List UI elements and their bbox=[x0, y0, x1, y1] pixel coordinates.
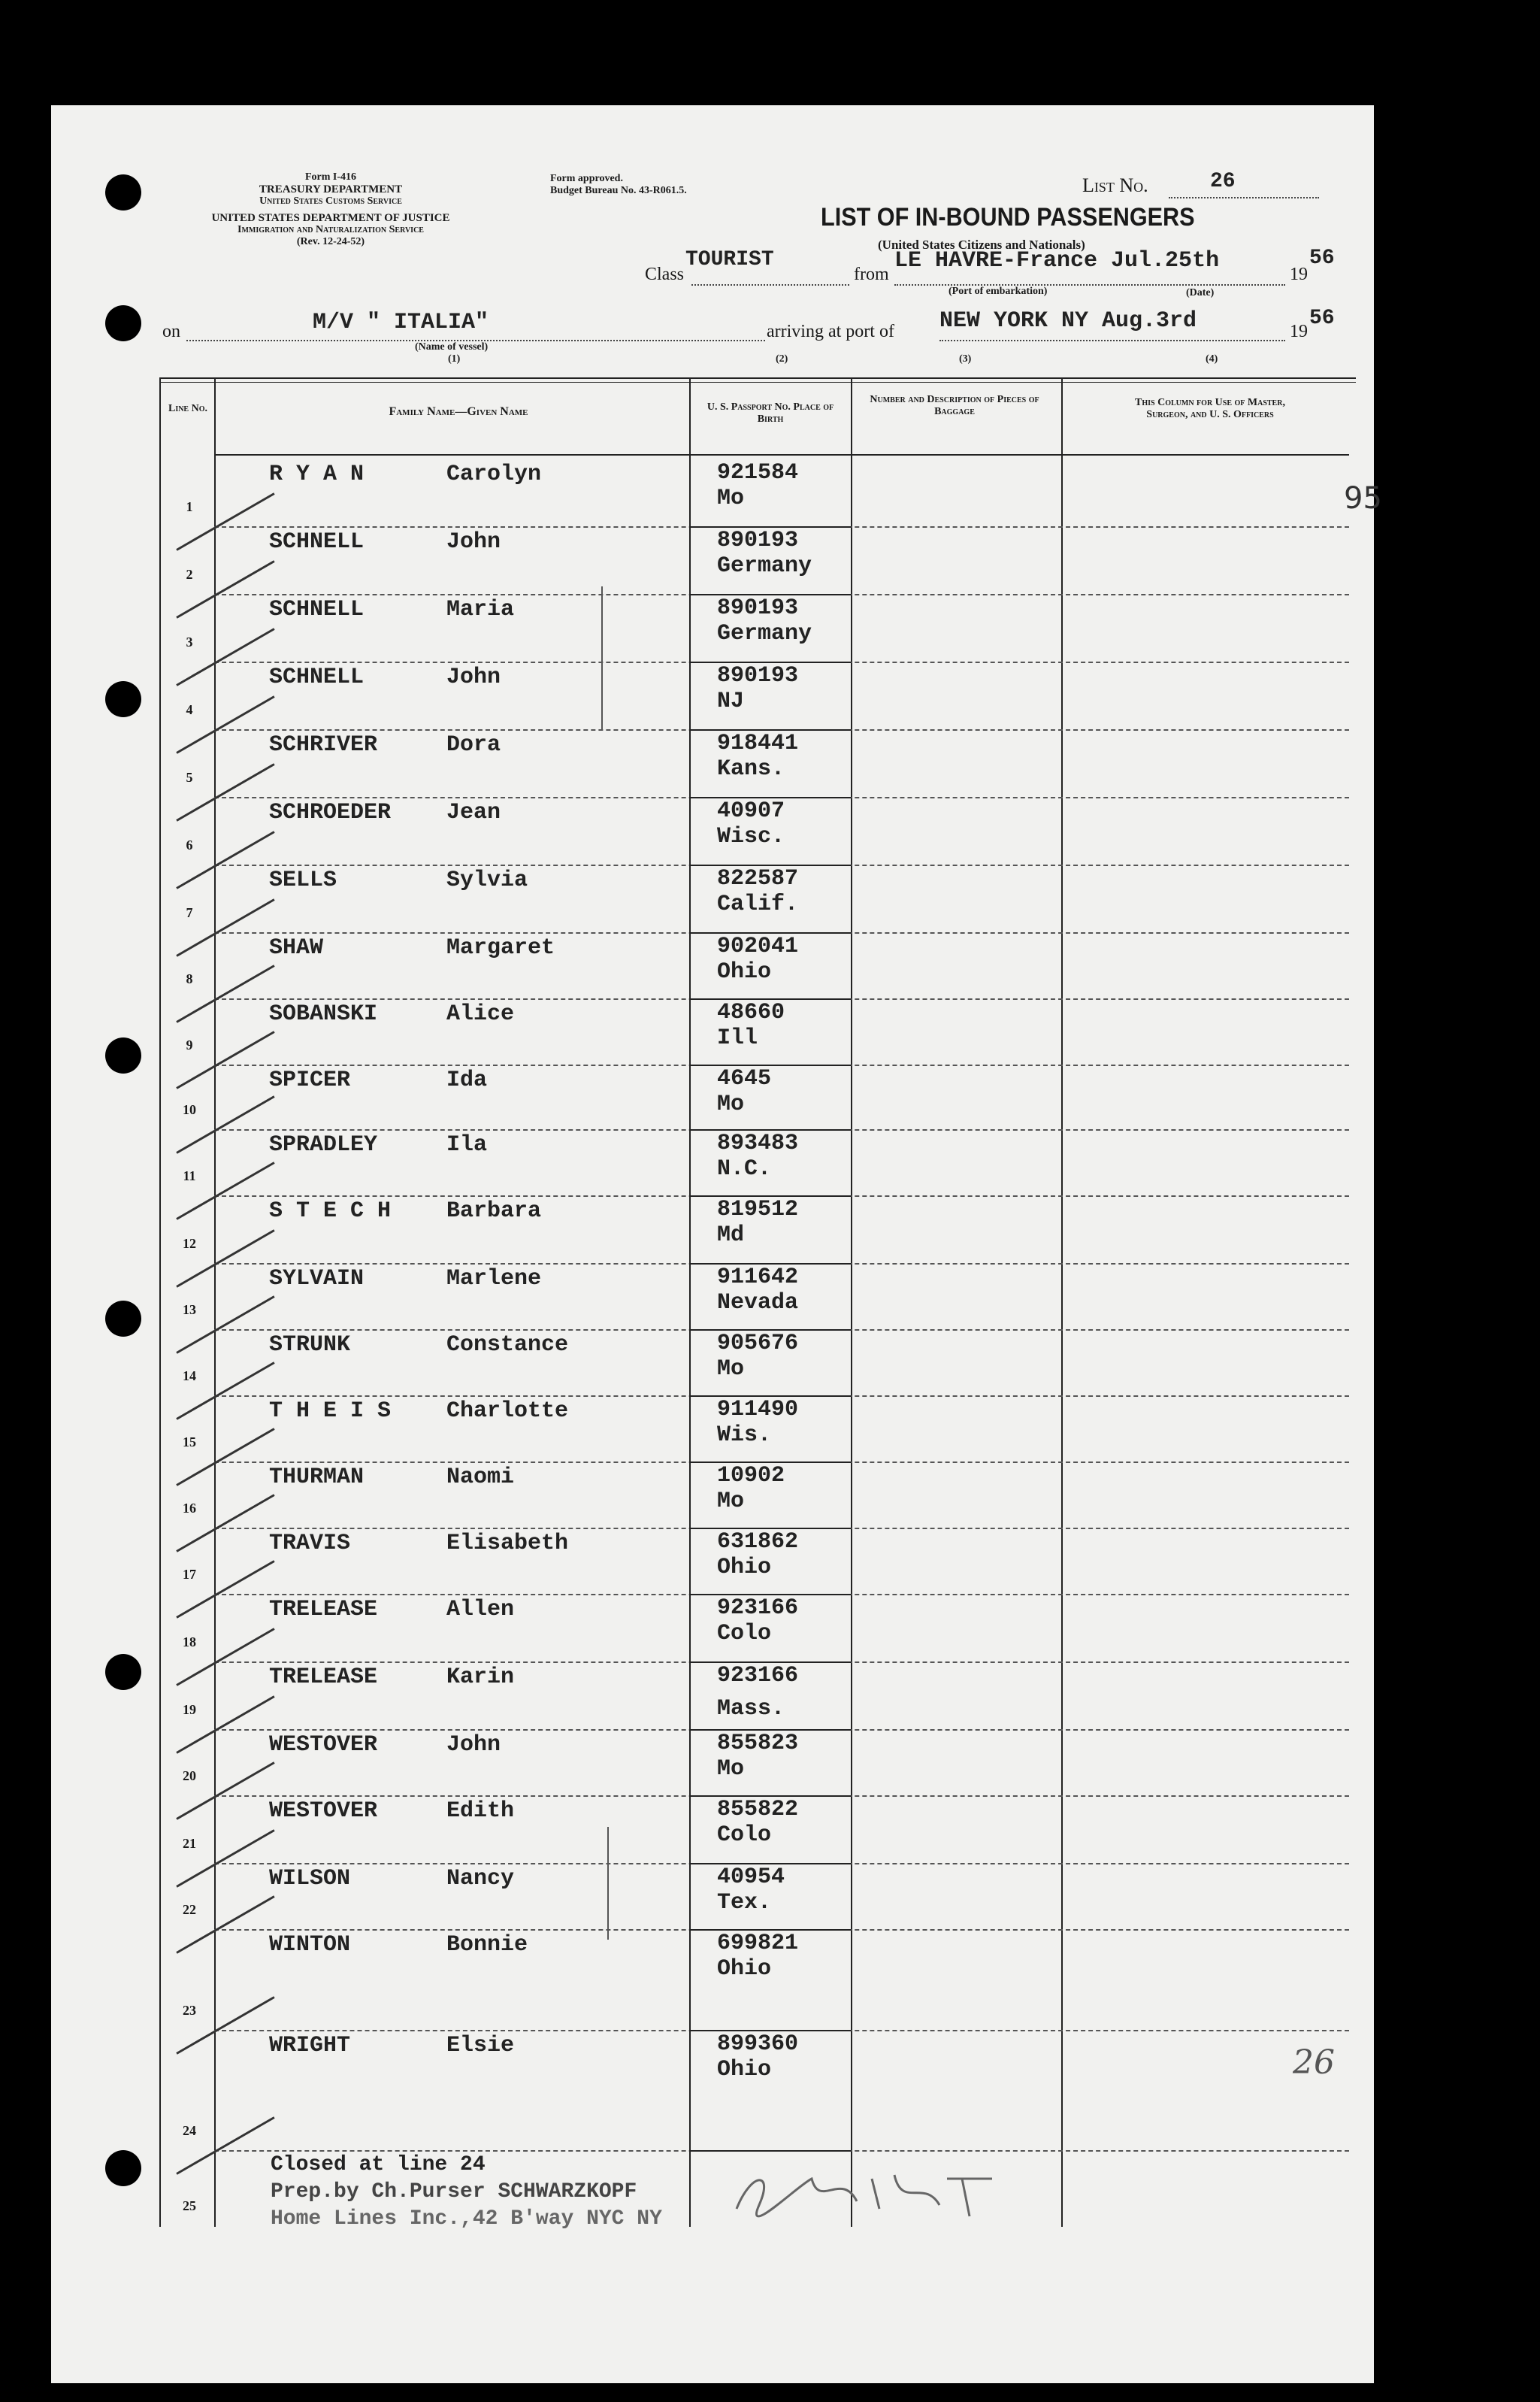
passport-number: 855823 bbox=[717, 1731, 799, 1756]
family-name: TRELEASE bbox=[269, 1664, 378, 1690]
line-number: 10 bbox=[183, 1102, 196, 1117]
given-name: John bbox=[446, 1732, 501, 1758]
col-header-line: Line No. bbox=[168, 403, 207, 414]
table-divider-baggage bbox=[1061, 377, 1063, 2227]
family-name: SCHRIVER bbox=[269, 732, 378, 758]
line-number: 21 bbox=[183, 1836, 196, 1851]
line-number: 4 bbox=[186, 702, 193, 717]
punch-hole bbox=[105, 681, 141, 717]
place-of-birth: Calif. bbox=[717, 892, 799, 917]
table-divider-name bbox=[689, 377, 691, 2227]
given-name: Bonnie bbox=[446, 1932, 528, 1958]
footer-prepared-by: Prep.by Ch.Purser SCHWARZKOPF bbox=[271, 2180, 637, 2204]
date-caption: (Date) bbox=[1186, 287, 1215, 298]
year-value-2: 56 bbox=[1309, 307, 1335, 330]
family-name: SCHNELL bbox=[269, 529, 365, 555]
family-name: WRIGHT bbox=[269, 2033, 351, 2058]
given-name: Naomi bbox=[446, 1465, 515, 1490]
line-number: 9 bbox=[186, 1037, 193, 1053]
family-name: SPICER bbox=[269, 1068, 351, 1093]
given-name: Sylvia bbox=[446, 868, 528, 893]
line-number: 5 bbox=[186, 770, 193, 785]
family-name: T H E I S bbox=[269, 1398, 392, 1424]
place-of-birth: Colo bbox=[717, 1822, 772, 1848]
passport-number: 855822 bbox=[717, 1797, 799, 1822]
given-name: Carolyn bbox=[446, 462, 542, 487]
place-of-birth: Mo bbox=[717, 1356, 745, 1382]
vessel-caption: (Name of vessel) bbox=[415, 341, 489, 353]
pencil-mark bbox=[601, 586, 603, 729]
col-header-officers: This Column for Use of Master, Surgeon, and U. S. Officers bbox=[1135, 397, 1285, 420]
place-of-birth: Mo bbox=[717, 486, 745, 511]
arriving-value: NEW YORK NY Aug.3rd bbox=[939, 308, 1197, 334]
from-value: LE HAVRE-France Jul.25th bbox=[894, 248, 1220, 274]
line-number: 3 bbox=[186, 635, 193, 650]
given-name: Elsie bbox=[446, 2033, 515, 2058]
given-name: Constance bbox=[446, 1332, 569, 1358]
col-num-1: (1) bbox=[448, 353, 461, 365]
punch-hole bbox=[105, 1037, 141, 1074]
place-of-birth: Colo bbox=[717, 1621, 772, 1646]
class-value: TOURIST bbox=[685, 248, 774, 271]
passport-number: 921584 bbox=[717, 460, 799, 486]
family-name: WESTOVER bbox=[269, 1798, 378, 1824]
passport-number: 899360 bbox=[717, 2031, 799, 2057]
family-name: WINTON bbox=[269, 1932, 351, 1958]
family-name: TRELEASE bbox=[269, 1597, 378, 1622]
punch-hole bbox=[105, 2150, 141, 2186]
given-name: Charlotte bbox=[446, 1398, 569, 1424]
family-name: TRAVIS bbox=[269, 1531, 351, 1556]
line-number: 23 bbox=[183, 2003, 196, 2018]
line-number: 6 bbox=[186, 838, 193, 853]
passport-number: 905676 bbox=[717, 1331, 799, 1356]
family-name: SOBANSKI bbox=[269, 1001, 378, 1027]
family-name: SHAW bbox=[269, 935, 324, 961]
place-of-birth: Mo bbox=[717, 1756, 745, 1782]
passport-number: 923166 bbox=[717, 1663, 799, 1689]
footer-company: Home Lines Inc.,42 B'way NYC NY bbox=[271, 2207, 662, 2231]
list-no-label: List No. bbox=[1082, 174, 1148, 196]
arriving-label: arriving at port of bbox=[767, 322, 894, 341]
passport-number: 4645 bbox=[717, 1066, 772, 1092]
passport-number: 890193 bbox=[717, 528, 799, 553]
place-of-birth: Ohio bbox=[717, 959, 772, 985]
table-top-border-inner bbox=[159, 382, 1356, 383]
passport-number: 893483 bbox=[717, 1131, 799, 1156]
given-name: Edith bbox=[446, 1798, 515, 1824]
line-number: 1 bbox=[186, 499, 193, 514]
line-number: 19 bbox=[183, 1702, 196, 1717]
given-name: Dora bbox=[446, 732, 501, 758]
place-of-birth: Mo bbox=[717, 1489, 745, 1514]
place-of-birth: Ohio bbox=[717, 1956, 772, 1982]
passport-number: 699821 bbox=[717, 1931, 799, 1956]
punch-hole bbox=[105, 305, 141, 341]
given-name: Barbara bbox=[446, 1198, 542, 1224]
line-number: 15 bbox=[183, 1434, 196, 1449]
port-caption: (Port of embarkation) bbox=[949, 286, 1048, 297]
passport-number: 890193 bbox=[717, 663, 799, 689]
passport-number: 890193 bbox=[717, 595, 799, 621]
family-name: WESTOVER bbox=[269, 1732, 378, 1758]
col-num-4: (4) bbox=[1206, 353, 1218, 365]
line-number: 25 bbox=[183, 2198, 196, 2213]
col-num-2: (2) bbox=[776, 353, 788, 365]
table-left-border bbox=[159, 377, 161, 2227]
year-prefix-1: 19 bbox=[1290, 265, 1308, 284]
revision-date: (Rev. 12-24-52) bbox=[296, 236, 365, 247]
line-number: 22 bbox=[183, 1902, 196, 1917]
vessel-value: M/V " ITALIA" bbox=[313, 310, 489, 335]
family-name: SPRADLEY bbox=[269, 1132, 378, 1158]
line-number: 16 bbox=[183, 1501, 196, 1516]
line-number: 8 bbox=[186, 971, 193, 986]
family-name: SYLVAIN bbox=[269, 1266, 365, 1292]
col-num-3: (3) bbox=[959, 353, 972, 365]
footer-closed-line: Closed at line 24 bbox=[271, 2153, 486, 2176]
list-no-underline bbox=[1169, 197, 1319, 198]
list-no-value: 26 bbox=[1210, 170, 1236, 193]
place-of-birth: Ohio bbox=[717, 1555, 772, 1580]
class-label: Class bbox=[645, 265, 685, 284]
place-of-birth: Nevada bbox=[717, 1290, 799, 1316]
line-number: 17 bbox=[183, 1567, 196, 1582]
passport-number: 911490 bbox=[717, 1397, 799, 1422]
passport-number: 822587 bbox=[717, 866, 799, 892]
family-name: THURMAN bbox=[269, 1465, 365, 1490]
given-name: Jean bbox=[446, 800, 501, 825]
family-name: SELLS bbox=[269, 868, 337, 893]
line-number: 2 bbox=[186, 567, 193, 582]
given-name: Marlene bbox=[446, 1266, 542, 1292]
treasury-dept: TREASURY DEPARTMENT bbox=[259, 183, 403, 195]
given-name: Nancy bbox=[446, 1866, 515, 1892]
list-title: LIST OF IN-BOUND PASSENGERS bbox=[821, 203, 1195, 232]
passport-cell-border bbox=[689, 2150, 851, 2152]
line-number: 20 bbox=[183, 1768, 196, 1783]
place-of-birth: Wis. bbox=[717, 1422, 772, 1448]
on-label: on bbox=[162, 322, 180, 341]
table-top-border bbox=[159, 377, 1356, 379]
form-block bbox=[158, 171, 504, 248]
list-subtitle: (United States Citizens and Nationals) bbox=[878, 238, 1085, 252]
punch-hole bbox=[105, 174, 141, 211]
given-name: John bbox=[446, 665, 501, 690]
passport-number: 48660 bbox=[717, 1000, 785, 1025]
place-of-birth: Md bbox=[717, 1222, 745, 1248]
punch-hole bbox=[105, 1654, 141, 1690]
given-name: Ida bbox=[446, 1068, 488, 1093]
col-header-name: Family Name—Given Name bbox=[389, 405, 528, 418]
justice-dept: UNITED STATES DEPARTMENT OF JUSTICE bbox=[211, 212, 450, 224]
place-of-birth: Germany bbox=[717, 553, 812, 579]
passport-number: 631862 bbox=[717, 1529, 799, 1555]
family-name: SCHROEDER bbox=[269, 800, 392, 825]
header-bottom-border bbox=[214, 454, 1349, 456]
place-of-birth: Germany bbox=[717, 621, 812, 647]
given-name: Allen bbox=[446, 1597, 515, 1622]
line-number: 24 bbox=[183, 2123, 196, 2138]
form-number: Form I-416 bbox=[304, 171, 357, 183]
from-label: from bbox=[854, 265, 889, 284]
passport-number: 923166 bbox=[717, 1595, 799, 1621]
handwritten-number: 26 bbox=[1293, 2043, 1335, 2082]
passport-number: 10902 bbox=[717, 1463, 785, 1489]
place-of-birth: N.C. bbox=[717, 1156, 772, 1182]
immigration-service: Immigration and Naturalization Service bbox=[238, 224, 424, 235]
given-name: Maria bbox=[446, 597, 515, 622]
place-of-birth: Mass. bbox=[717, 1696, 785, 1722]
family-name: SCHNELL bbox=[269, 665, 365, 690]
place-of-birth: Kans. bbox=[717, 756, 785, 782]
pencil-mark bbox=[607, 1827, 609, 1940]
year-value-1: 56 bbox=[1309, 247, 1335, 270]
place-of-birth: Ill bbox=[717, 1025, 758, 1051]
line-number: 11 bbox=[183, 1168, 196, 1183]
passport-number: 40954 bbox=[717, 1864, 785, 1890]
line-number: 7 bbox=[186, 905, 193, 920]
approval-block bbox=[550, 173, 687, 197]
customs-service: United States Customs Service bbox=[259, 195, 402, 207]
class-underline bbox=[691, 284, 849, 286]
col-header-baggage: Number and Description of Pieces of Baggage bbox=[870, 394, 1039, 417]
col-header-passport: U. S. Passport No. Place of Birth bbox=[706, 401, 834, 425]
passport-number: 819512 bbox=[717, 1197, 799, 1222]
line-number: 14 bbox=[183, 1368, 196, 1383]
given-name: Ila bbox=[446, 1132, 488, 1158]
budget-bureau: Budget Bureau No. 43-R061.5. bbox=[550, 185, 687, 196]
place-of-birth: Wisc. bbox=[717, 824, 785, 850]
given-name: Margaret bbox=[446, 935, 555, 961]
family-name: R Y A N bbox=[269, 462, 365, 487]
given-name: Alice bbox=[446, 1001, 515, 1027]
family-name: S T E C H bbox=[269, 1198, 392, 1224]
line-number: 13 bbox=[183, 1302, 196, 1317]
table-divider-line bbox=[214, 377, 216, 2227]
line-number: 18 bbox=[183, 1634, 196, 1649]
given-name: Elisabeth bbox=[446, 1531, 569, 1556]
place-of-birth: NJ bbox=[717, 689, 745, 714]
family-name: WILSON bbox=[269, 1866, 351, 1892]
place-of-birth: Mo bbox=[717, 1092, 745, 1117]
place-of-birth: Tex. bbox=[717, 1890, 772, 1916]
family-name: STRUNK bbox=[269, 1332, 351, 1358]
passport-number: 918441 bbox=[717, 731, 799, 756]
family-name: SCHNELL bbox=[269, 597, 365, 622]
table-divider-passport bbox=[851, 377, 852, 2227]
punch-hole bbox=[105, 1301, 141, 1337]
arriving-underline bbox=[939, 340, 1285, 341]
passport-number: 902041 bbox=[717, 934, 799, 959]
handwritten-signature bbox=[729, 2164, 1000, 2224]
given-name: John bbox=[446, 529, 501, 555]
form-approved: Form approved. bbox=[550, 173, 623, 184]
given-name: Karin bbox=[446, 1664, 515, 1690]
year-prefix-2: 19 bbox=[1290, 322, 1308, 341]
passport-number: 911642 bbox=[717, 1265, 799, 1290]
page-number: 95 bbox=[1344, 481, 1382, 516]
place-of-birth: Ohio bbox=[717, 2057, 772, 2082]
passport-number: 40907 bbox=[717, 798, 785, 824]
line-number: 12 bbox=[183, 1236, 196, 1251]
